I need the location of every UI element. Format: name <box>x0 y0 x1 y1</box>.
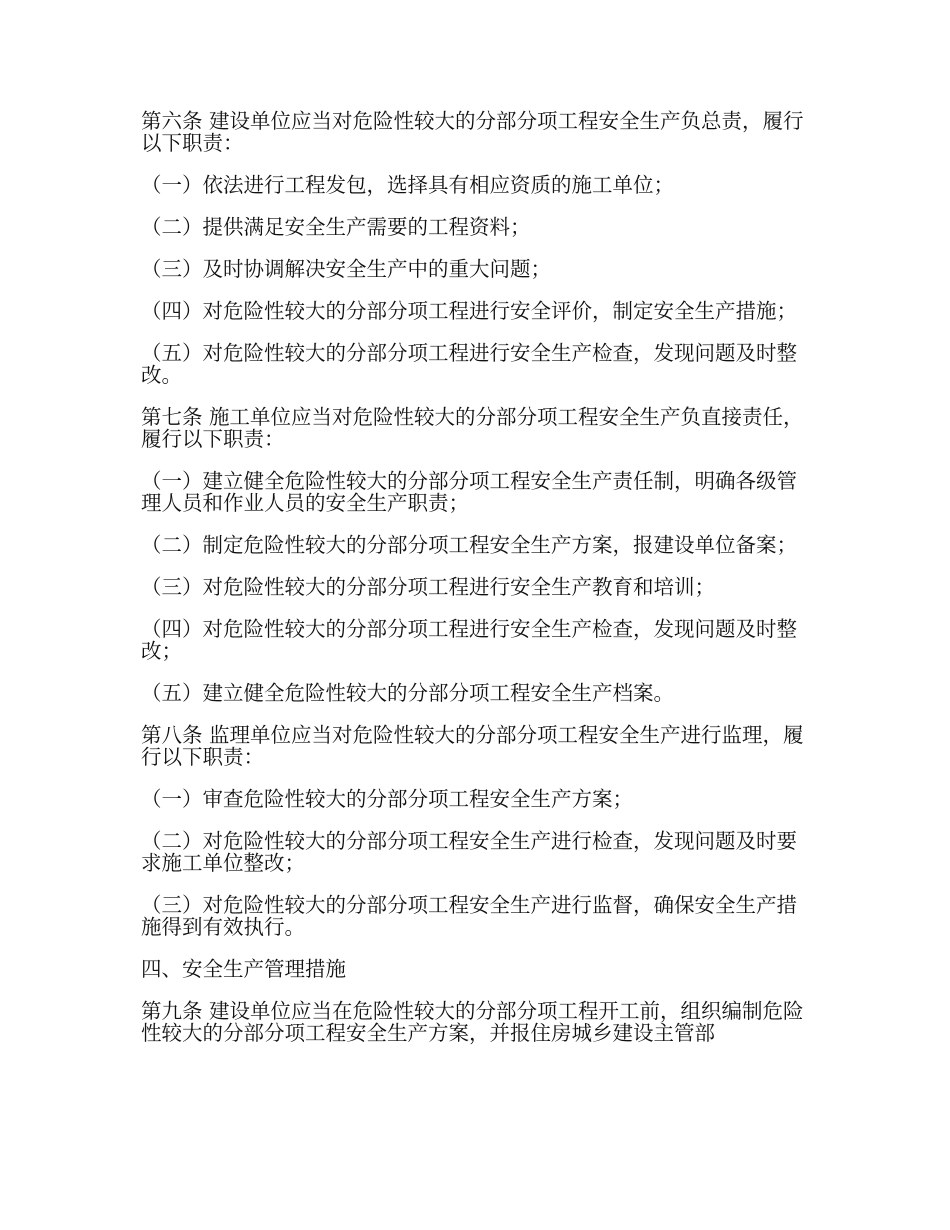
article-6-paragraph: 第六条 建设单位应当对危险性较大的分部分项工程安全生产负总责，履行以下职责： <box>141 109 804 155</box>
article-7-item-3: （三）对危险性较大的分部分项工程进行安全生产教育和培训； <box>141 575 715 599</box>
article-7-item-4: （四）对危险性较大的分部分项工程进行安全生产检查，发现问题及时整改； <box>141 617 797 663</box>
article-7-item-2: （二）制定危险性较大的分部分项工程安全生产方案，报建设单位备案； <box>141 533 797 557</box>
article-6-item-1: （一）依法进行工程发包，选择具有相应资质的施工单位； <box>141 173 674 197</box>
article-7-paragraph: 第七条 施工单位应当对危险性较大的分部分项工程安全生产负直接责任，履行以下职责： <box>141 405 804 451</box>
article-6-item-4: （四）对危险性较大的分部分项工程进行安全评价，制定安全生产措施； <box>141 299 797 323</box>
article-8-item-2: （二）对危险性较大的分部分项工程安全生产进行检查，发现问题及时要求施工单位整改； <box>141 829 797 875</box>
article-9-paragraph: 第九条 建设单位应当在危险性较大的分部分项工程开工前，组织编制危险性较大的分部分项工程安全生产方案，并报住房城乡建设主管部 <box>141 999 804 1045</box>
article-6-item-3: （三）及时协调解决安全生产中的重大问题； <box>141 257 551 281</box>
article-8-paragraph: 第八条 监理单位应当对危险性较大的分部分项工程安全生产进行监理，履行以下职责： <box>141 723 804 769</box>
article-8-item-3: （三）对危险性较大的分部分项工程安全生产进行监督，确保安全生产措施得到有效执行。 <box>141 893 797 939</box>
document-body <box>141 110 811 1064</box>
article-7-item-1: （一）建立健全危险性较大的分部分项工程安全生产责任制，明确各级管理人员和作业人员的安全生产职责； <box>141 469 797 515</box>
article-8-item-1: （一）审查危险性较大的分部分项工程安全生产方案； <box>141 787 633 811</box>
article-6-item-2: （二）提供满足安全生产需要的工程资料； <box>141 215 531 239</box>
article-7-item-5: （五）建立健全危险性较大的分部分项工程安全生产档案。 <box>141 681 674 705</box>
section-4-heading: 四、安全生产管理措施 <box>141 957 346 981</box>
article-6-item-5: （五）对危险性较大的分部分项工程进行安全生产检查，发现问题及时整改。 <box>141 341 797 387</box>
